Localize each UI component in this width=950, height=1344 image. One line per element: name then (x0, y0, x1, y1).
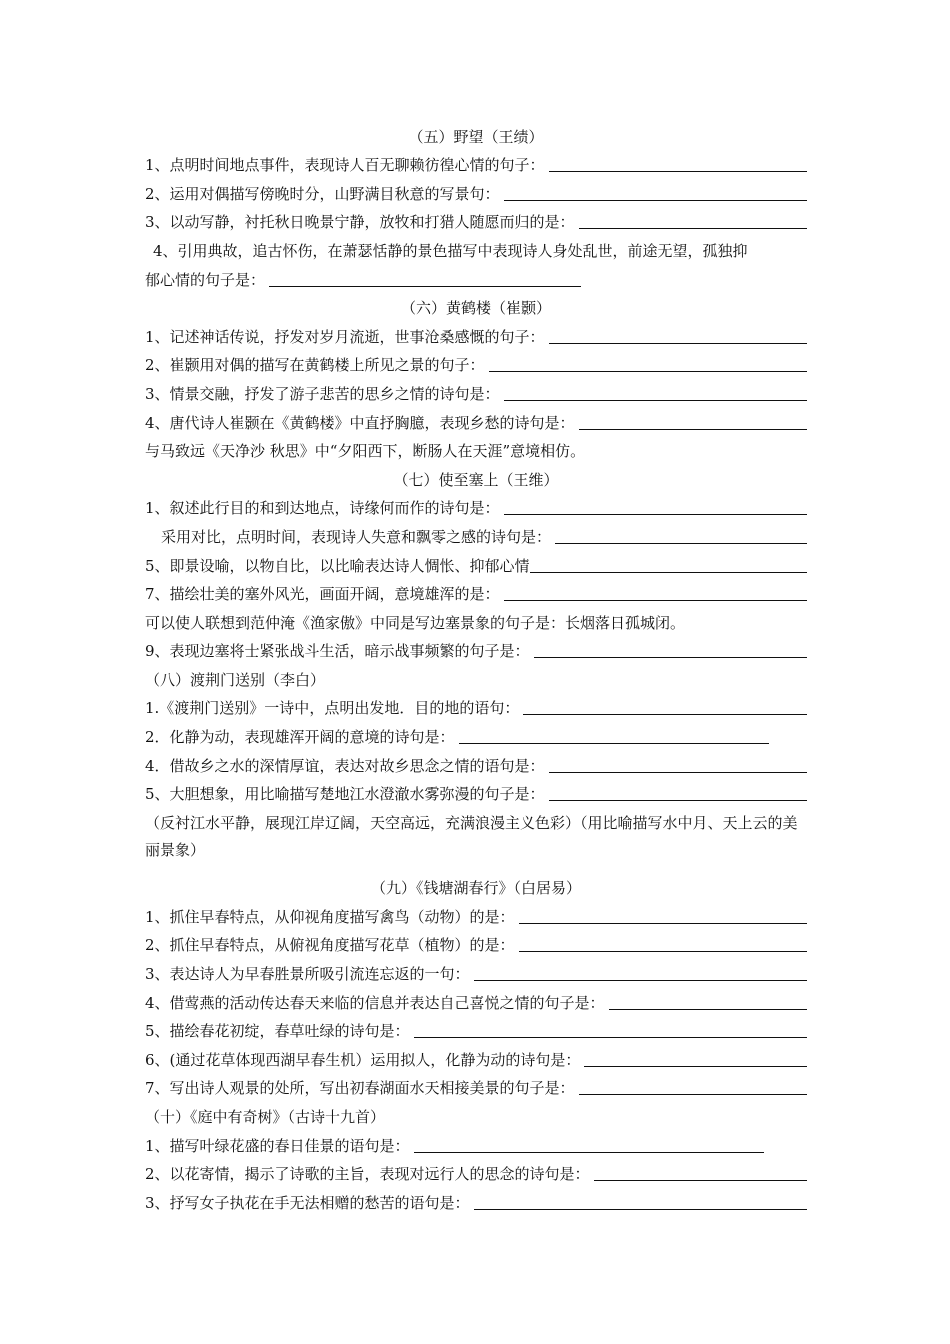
answer-blank[interactable] (530, 572, 807, 573)
section-title (145, 1098, 807, 1127)
answer-blank[interactable] (579, 228, 807, 229)
note-text: （反衬江水平静，展现江岸辽阔，天空高远，充满浪漫主义色彩）（用比喻描写水中月、天上云的美丽景象） (145, 814, 798, 860)
question-row (145, 490, 807, 519)
answer-blank[interactable] (579, 1094, 807, 1095)
answer-blank[interactable] (549, 343, 807, 344)
question-row (145, 318, 807, 347)
answer-blank[interactable] (555, 543, 807, 544)
question-text: 3、抒写女子执花在手无法相赠的愁苦的语句是： (145, 1193, 470, 1212)
section-8-title: （八）渡荆门送别（李白） (145, 670, 326, 689)
answer-blank[interactable] (609, 1009, 807, 1010)
question-text: 5、即景设喻，以物自比，以比喻表达诗人惆怅、抑郁心情 (145, 556, 530, 575)
question-row (145, 347, 807, 376)
answer-blank[interactable] (474, 1209, 807, 1210)
section-10-title: （十）《庭中有奇树》（古诗十九首） (145, 1108, 386, 1126)
answer-blank[interactable] (489, 371, 807, 372)
question-text: 2、抓住早春特点，从俯视角度描写花草（植物）的是： (145, 936, 515, 955)
answer-blank[interactable] (534, 657, 807, 658)
question-row (145, 1013, 807, 1042)
answer-blank[interactable] (414, 1037, 807, 1038)
question-text: 7、写出诗人观景的处所，写出初春湖面水天相接美景的句子是： (145, 1079, 575, 1098)
question-text: 3、情景交融，抒发了游子悲苦的思乡之情的诗句是： (145, 384, 500, 403)
question-row (145, 690, 807, 719)
note-row (145, 804, 807, 864)
question-row (145, 898, 807, 927)
question-row (145, 1184, 807, 1213)
question-text: 4、引用典故，追古怀伤，在萧瑟恬静的景色描写中表现诗人身处乱世，前途无望，孤独抑 (153, 241, 748, 260)
section-title (145, 461, 807, 490)
section-title (145, 118, 807, 147)
section-5-title: （五）野望（王绩） (408, 127, 544, 146)
answer-blank[interactable] (504, 200, 807, 201)
question-row (145, 375, 807, 404)
section-7-title: （七）使至塞上（王维） (393, 470, 559, 489)
question-text: 4、唐代诗人崔颢在《黄鹤楼》中直抒胸臆，表现乡愁的诗句是： (145, 413, 575, 432)
answer-blank[interactable] (474, 980, 807, 981)
question-text: 4．借故乡之水的深情厚谊，表达对故乡思念之情的语句是： (145, 756, 545, 775)
question-text: 2、运用对偶描写傍晚时分，山野满目秋意的写景句： (145, 184, 500, 203)
question-row (145, 1156, 807, 1185)
question-row (145, 1070, 807, 1099)
answer-blank[interactable] (549, 772, 807, 773)
question-row (145, 1127, 807, 1156)
note-text: 可以使人联想到范仲淹《渔家傲》中同是写边塞景象的句子是：长烟落日孤城闭。 (145, 613, 686, 632)
answer-blank[interactable] (594, 1180, 807, 1181)
question-text: 2、以花寄情，揭示了诗歌的主旨，表现对远行人的思念的诗句是： (145, 1165, 590, 1184)
question-text: 2．化静为动，表现雄浑开阔的意境的诗句是： (145, 728, 455, 747)
question-row (145, 232, 807, 261)
section-title (145, 661, 807, 690)
answer-blank[interactable] (549, 800, 807, 801)
note-row (145, 433, 807, 462)
question-row (145, 547, 807, 576)
question-row (145, 927, 807, 956)
answer-blank[interactable] (584, 1066, 807, 1067)
answer-blank[interactable] (414, 1152, 764, 1153)
question-text: 采用对比，点明时间，表现诗人失意和飘零之感的诗句是： (161, 527, 552, 546)
answer-blank[interactable] (519, 923, 807, 924)
question-row (145, 633, 807, 662)
question-text: 1、抓住早春特点，从仰视角度描写禽鸟（动物）的是： (145, 907, 515, 926)
answer-blank[interactable] (269, 286, 581, 287)
question-text: 4、借莺燕的活动传达春天来临的信息并表达自己喜悦之情的句子是： (145, 993, 605, 1012)
answer-blank[interactable] (459, 743, 769, 744)
worksheet-page (145, 118, 807, 1213)
question-row (145, 718, 807, 747)
question-row (145, 404, 807, 433)
question-text: 1、记述神话传说，抒发对岁月流逝，世事沧桑感慨的句子： (145, 327, 545, 346)
section-title (145, 864, 807, 898)
answer-blank[interactable] (549, 171, 807, 172)
note-row (145, 604, 807, 633)
section-9-title: （九）《钱塘湖春行》（白居易） (370, 879, 581, 898)
note-text: 与马致远《天净沙 秋思》中“夕阳西下，断肠人在天涯”意境相仿。 (145, 442, 586, 461)
question-row (145, 204, 807, 233)
question-text: 1、描写叶绿花盛的春日佳景的语句是： (145, 1136, 410, 1155)
question-row (145, 576, 807, 605)
question-row (145, 955, 807, 984)
question-text: 7、描绘壮美的塞外风光，画面开阔，意境雄浑的是： (145, 585, 500, 604)
question-text: 1、叙述此行目的和到达地点，诗缘何而作的诗句是： (145, 499, 500, 518)
question-text: 3、表达诗人为早春胜景所吸引流连忘返的一句： (145, 965, 470, 984)
question-text: 5、描绘春花初绽，春草吐绿的诗句是： (145, 1022, 410, 1041)
question-row (145, 518, 807, 547)
question-row (145, 984, 807, 1013)
answer-blank[interactable] (504, 600, 807, 601)
question-text: 9、表现边塞将士紧张战斗生活，暗示战事频繁的句子是： (145, 642, 530, 661)
question-text: 3、以动写静，衬托秋日晚景宁静，放牧和打猎人随愿而归的是： (145, 213, 575, 232)
question-text: 1.《渡荆门送别》一诗中，点明出发地．目的地的语句： (145, 699, 520, 718)
question-row (145, 261, 807, 290)
section-title (145, 290, 807, 319)
question-text: 郁心情的句子是： (145, 270, 266, 289)
question-row (145, 147, 807, 176)
answer-blank[interactable] (523, 714, 807, 715)
answer-blank[interactable] (504, 514, 807, 515)
question-text: 5、大胆想象，用比喻描写楚地江水澄澈水雾弥漫的句子是： (145, 785, 545, 804)
question-row (145, 175, 807, 204)
question-text: 6、(通过花草体现西湖早春生机）运用拟人，化静为动的诗句是： (145, 1050, 581, 1069)
question-text: 2、崔颢用对偶的描写在黄鹤楼上所见之景的句子： (145, 356, 485, 375)
question-row (145, 747, 807, 776)
answer-blank[interactable] (519, 951, 807, 952)
section-6-title: （六）黄鹤楼（崔颢） (400, 299, 551, 318)
question-row (145, 776, 807, 805)
question-text: 1、点明时间地点事件，表现诗人百无聊赖彷徨心情的句子： (145, 156, 545, 175)
answer-blank[interactable] (579, 429, 807, 430)
question-row (145, 1041, 807, 1070)
answer-blank[interactable] (504, 400, 807, 401)
